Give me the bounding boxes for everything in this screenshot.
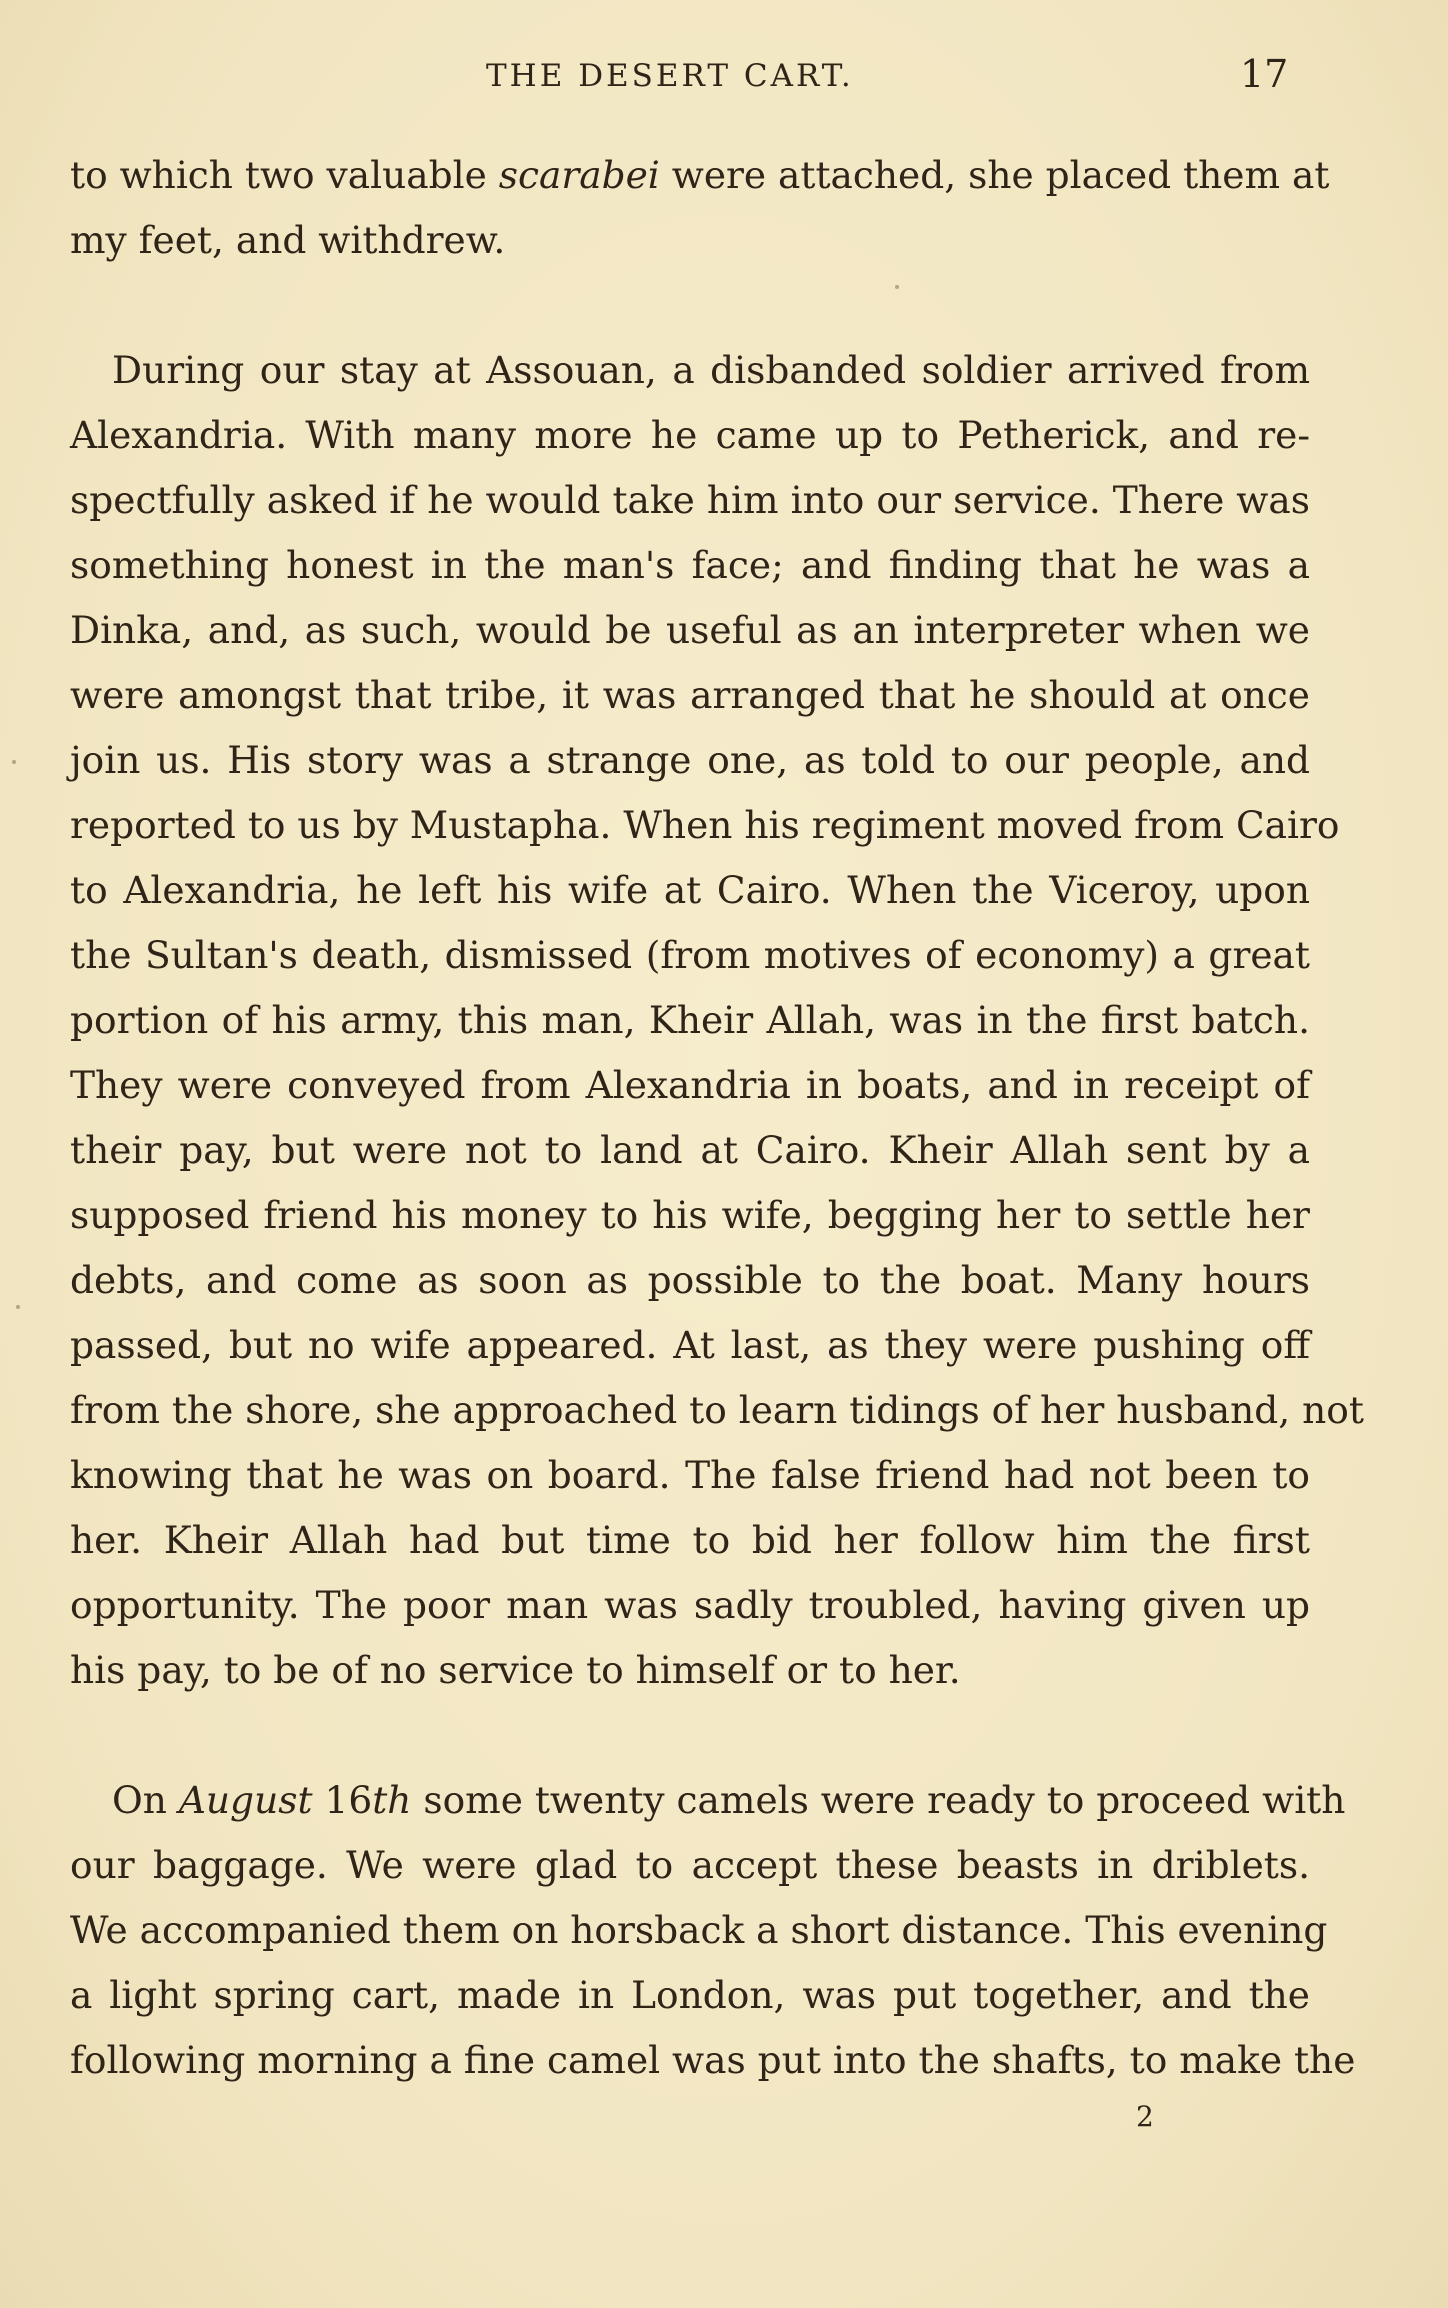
- text-segment: spectfully asked if he would take him into our service. There was: [70, 478, 1310, 522]
- text-line: [70, 1255, 1310, 1305]
- running-head-title: THE DESERT CART.: [486, 58, 854, 94]
- text-line: [70, 1385, 1364, 1435]
- text-segment: Dinka, and, as such, would be useful as an interpreter when we: [70, 608, 1310, 652]
- text-segment: reported to us by Mustapha. When his regiment moved from Cairo: [70, 803, 1340, 847]
- text-line: [70, 670, 1310, 720]
- text-line: [70, 410, 1310, 460]
- text-segment: to which two valuable: [70, 153, 499, 197]
- text-segment: opportunity. The poor man was sadly troubled, having given up: [70, 1583, 1310, 1627]
- text-line: [70, 1190, 1310, 1240]
- text-line: [70, 1905, 1328, 1955]
- text-segment: were amongst that tribe, it was arranged that he should at once: [70, 673, 1310, 717]
- text-line: [70, 1060, 1310, 1110]
- text-segment: We accompanied them on horsback a short distance. This evening: [70, 1908, 1328, 1952]
- text-segment: supposed friend his money to his wife, begging her to settle her: [70, 1193, 1310, 1237]
- italic-text: August: [178, 1778, 313, 1822]
- italic-text: scarabei: [498, 153, 660, 197]
- text-segment: a light spring cart, made in London, was put together, and the: [70, 1973, 1310, 2017]
- text-segment: They were conveyed from Alexandria in boats, and in receipt of: [70, 1063, 1310, 1107]
- text-segment: On: [112, 1778, 179, 1822]
- text-segment: the Sultan's death, dismissed (from motives of economy) a great: [70, 933, 1310, 977]
- text-segment: were attached, she placed them at: [659, 153, 1330, 197]
- text-segment: 16: [312, 1778, 373, 1822]
- text-segment: knowing that he was on board. The false friend had not been to: [70, 1453, 1310, 1497]
- text-line: [112, 1775, 1346, 1825]
- text-line: [70, 1125, 1310, 1175]
- paper-speck: [16, 1305, 20, 1309]
- text-segment: to Alexandria, he left his wife at Cairo. When the Viceroy, upon: [70, 868, 1310, 912]
- text-line: [70, 150, 1330, 200]
- text-segment: passed, but no wife appeared. At last, as they were pushing off: [70, 1323, 1310, 1367]
- text-line: [70, 1515, 1310, 1565]
- text-segment: her. Kheir Allah had but time to bid her follow him the first: [70, 1518, 1310, 1562]
- text-line: [70, 995, 1310, 1045]
- text-segment: join us. His story was a strange one, as told to our people, and: [70, 738, 1310, 782]
- text-line: [70, 1970, 1310, 2020]
- text-segment: debts, and come as soon as possible to the boat. Many hours: [70, 1258, 1310, 1302]
- text-segment: my feet, and withdrew.: [70, 218, 506, 262]
- text-line: [70, 605, 1310, 655]
- text-segment: following morning a fine camel was put into the shafts, to make the: [70, 2038, 1356, 2082]
- text-line: [112, 345, 1310, 395]
- text-line: [70, 1645, 1310, 1695]
- text-segment: something honest in the man's face; and finding that he was a: [70, 543, 1310, 587]
- paper-speck: [12, 760, 16, 764]
- text-segment: his pay, to be of no service to himself or to her.: [70, 1648, 961, 1692]
- text-line: [70, 735, 1310, 785]
- page-number: 17: [1240, 52, 1289, 96]
- text-segment: from the shore, she approached to learn tidings of her husband, not: [70, 1388, 1364, 1432]
- running-head: [0, 52, 1448, 102]
- italic-text: th: [372, 1778, 412, 1822]
- text-segment: our baggage. We were glad to accept these beasts in driblets.: [70, 1843, 1310, 1887]
- paper-speck: [895, 285, 899, 289]
- text-line: [70, 800, 1340, 850]
- text-line: [70, 865, 1310, 915]
- signature-mark: 2: [1136, 2100, 1154, 2133]
- text-segment: portion of his army, this man, Kheir Allah, was in the first batch.: [70, 998, 1310, 1042]
- text-segment: During our stay at Assouan, a disbanded soldier arrived from: [112, 348, 1310, 392]
- text-line: [70, 2035, 1356, 2085]
- text-line: [70, 475, 1310, 525]
- text-line: [70, 215, 1310, 265]
- text-line: [70, 1320, 1310, 1370]
- text-line: [70, 1580, 1310, 1630]
- text-line: [70, 1450, 1310, 1500]
- text-segment: Alexandria. With many more he came up to Petherick, and re-: [70, 413, 1310, 457]
- text-line: [70, 540, 1310, 590]
- text-segment: some twenty camels were ready to proceed with: [411, 1778, 1346, 1822]
- text-line: [70, 930, 1310, 980]
- text-line: [70, 1840, 1310, 1890]
- text-segment: their pay, but were not to land at Cairo. Kheir Allah sent by a: [70, 1128, 1310, 1172]
